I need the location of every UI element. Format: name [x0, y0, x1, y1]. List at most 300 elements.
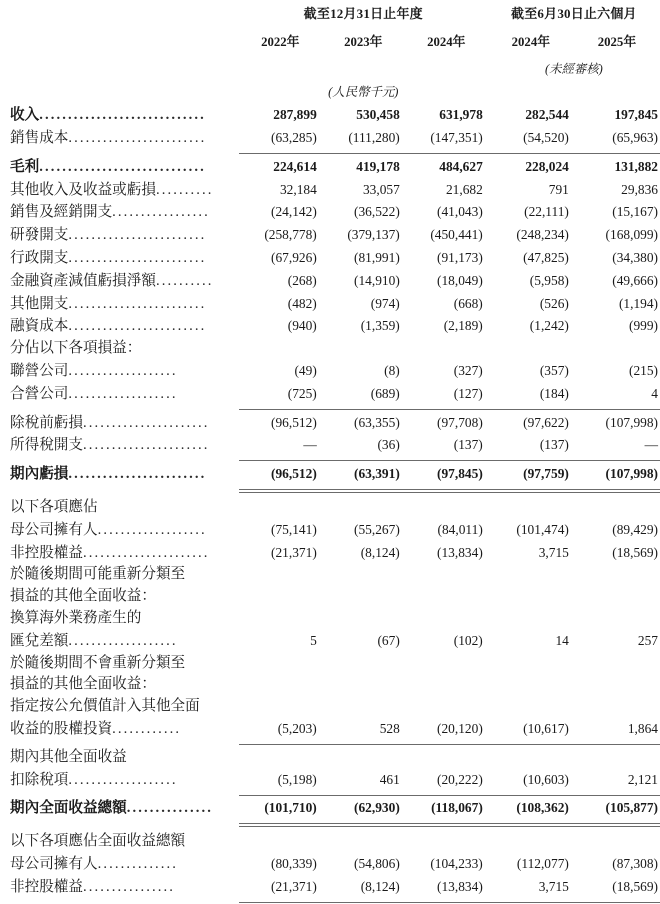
cell-value: (21,371) — [271, 878, 317, 894]
table-row — [0, 696, 660, 718]
cell-value: (97,708) — [437, 414, 483, 430]
cell-value — [239, 338, 322, 360]
rule-label-pad — [0, 898, 239, 904]
header-year-2023: 2023年 — [344, 35, 383, 49]
row-label — [0, 178, 239, 201]
cell-value — [574, 338, 660, 360]
cell-value — [322, 586, 405, 608]
cell-value — [488, 674, 574, 696]
cell-value — [488, 747, 574, 769]
cell-value: (15,167) — [612, 204, 658, 220]
cell-value: 484,627 — [439, 158, 483, 174]
cell-value: (81,991) — [354, 250, 400, 266]
cell-value: 3,715 — [538, 544, 569, 560]
currency-unit-note: (人民幣千元) — [328, 85, 399, 99]
table-row — [0, 674, 660, 696]
cell-value: 5 — [310, 632, 317, 648]
cell-value — [574, 564, 660, 586]
row-label-text: 其他收入及收益或虧損 — [10, 181, 156, 198]
column-rule — [322, 486, 405, 494]
cell-value — [239, 674, 322, 696]
cell-value: (137) — [539, 437, 569, 453]
rule-label-pad — [0, 820, 239, 828]
unaudited-row — [0, 55, 660, 77]
row-label-text: 以下各項應佔 — [10, 499, 98, 516]
cell-value — [405, 497, 488, 519]
row-label-text: 金融資產減值虧損淨額 — [10, 272, 156, 289]
cell-value: (20,222) — [437, 771, 483, 787]
column-rule — [239, 898, 322, 904]
leader-dots: ...................... — [82, 414, 210, 431]
row-label — [0, 674, 239, 696]
row-label-text: 期內虧損 — [10, 466, 69, 483]
cell-value: 33,057 — [362, 181, 400, 197]
cell-value — [239, 586, 322, 608]
row-label — [0, 747, 239, 769]
cell-value — [488, 608, 574, 630]
cell-value: (1,194) — [618, 295, 658, 311]
cell-value: (147,351) — [430, 130, 483, 146]
cell-value: (107,998) — [605, 414, 658, 430]
leader-dots: ........................ — [68, 227, 207, 244]
table-row — [0, 178, 660, 201]
cell-value: (112,077) — [516, 856, 569, 871]
cell-value: (10,603) — [523, 771, 569, 787]
column-rule — [574, 820, 660, 828]
cell-value: (2,189) — [443, 318, 483, 334]
unit-spacer — [0, 77, 239, 104]
unaudited-note: (未經審核) — [544, 62, 603, 76]
table-row — [0, 876, 660, 899]
leader-dots: ...................... — [82, 437, 210, 454]
cell-value: (101,474) — [516, 521, 569, 537]
cell-value: (105,877) — [605, 800, 658, 816]
cell-value — [239, 564, 322, 586]
column-rule — [405, 486, 488, 494]
header-year-2024-interim: 2024年 — [511, 35, 551, 49]
cell-value: (36) — [377, 437, 400, 453]
leader-dots: ................ — [82, 878, 175, 895]
row-label — [0, 831, 239, 853]
cell-value: (49,666) — [612, 272, 658, 288]
cell-value — [574, 674, 660, 696]
header-group-annual: 截至12月31日止年度 — [303, 6, 423, 21]
row-label-text: 分佔以下各項損益： — [10, 340, 142, 357]
cell-value — [322, 497, 405, 519]
cell-value — [322, 696, 405, 718]
cell-value — [488, 652, 574, 674]
leader-dots: ................... — [68, 771, 178, 788]
row-label-text: 研發開支 — [10, 227, 69, 244]
cell-value: (67,926) — [271, 250, 317, 266]
cell-value: (168,099) — [605, 227, 658, 243]
cell-value: (21,371) — [271, 544, 317, 560]
row-label — [0, 270, 239, 293]
cell-value: (526) — [539, 295, 569, 311]
cell-value — [574, 497, 660, 519]
table-row — [0, 434, 660, 457]
cell-value: (5,198) — [277, 771, 317, 787]
cell-value — [574, 696, 660, 718]
cell-value — [488, 696, 574, 718]
cell-value: (87,308) — [612, 856, 658, 871]
cell-value: 530,458 — [356, 107, 400, 123]
cell-value: (268) — [287, 272, 317, 288]
cell-value: (54,806) — [354, 856, 400, 871]
row-label-text: 除稅前虧損 — [10, 414, 83, 431]
leader-dots: ................... — [68, 363, 178, 380]
column-rule — [322, 898, 405, 904]
cell-value: (974) — [370, 295, 400, 311]
cell-value: (8) — [384, 363, 400, 379]
cell-value: (13,834) — [437, 544, 483, 560]
table-row — [0, 360, 660, 383]
table-row — [0, 463, 660, 486]
cell-value: 131,882 — [614, 158, 658, 174]
row-label — [0, 360, 239, 383]
cell-value: (725) — [287, 385, 317, 401]
cell-value: (1,359) — [360, 318, 400, 334]
table-row — [0, 247, 660, 270]
row-label — [0, 718, 239, 741]
cell-value — [322, 652, 405, 674]
row-label — [0, 853, 239, 876]
cell-value — [574, 652, 660, 674]
cell-value — [405, 831, 488, 853]
cell-value: 224,614 — [273, 158, 317, 174]
row-label-text: 母公司擁有人 — [10, 856, 98, 872]
row-label — [0, 247, 239, 270]
cell-value: (1,242) — [529, 318, 569, 334]
cell-value: (258,778) — [264, 227, 317, 243]
cell-value: (127) — [453, 385, 483, 401]
cell-value: (668) — [453, 295, 483, 311]
cell-value — [488, 564, 574, 586]
cell-value: (357) — [539, 363, 569, 379]
cell-value: (63,391) — [354, 466, 400, 482]
cell-value: (482) — [287, 295, 317, 311]
cell-value: 791 — [548, 181, 569, 197]
cell-value: (63,355) — [354, 414, 400, 430]
cell-value — [488, 586, 574, 608]
table-row — [0, 718, 660, 741]
cell-value: 257 — [637, 632, 658, 648]
cell-value — [239, 652, 322, 674]
cell-value — [322, 831, 405, 853]
cell-value: (62,930) — [354, 800, 400, 816]
cell-value: (97,759) — [523, 466, 569, 482]
cell-value: 461 — [379, 771, 400, 787]
cell-value: (49) — [294, 363, 317, 379]
table-row — [0, 270, 660, 293]
cell-value — [405, 652, 488, 674]
cell-value: 1,864 — [627, 721, 658, 737]
row-label — [0, 127, 239, 150]
header-year-2022: 2022年 — [261, 35, 300, 49]
row-label-text: 扣除稅項 — [10, 771, 69, 788]
column-rule — [322, 820, 405, 828]
table-row — [0, 853, 660, 876]
header-group-interim: 截至6月30日止六個月 — [511, 6, 637, 21]
cell-value: 29,836 — [621, 181, 658, 197]
leader-dots: ................... — [68, 385, 178, 402]
cell-value — [405, 747, 488, 769]
leader-dots: ........................ — [68, 250, 207, 267]
cell-value: 631,978 — [439, 107, 483, 123]
cell-value: (89,429) — [612, 521, 658, 537]
leader-dots: .............. — [97, 856, 179, 872]
cell-value — [322, 747, 405, 769]
column-rule — [405, 898, 488, 904]
cell-value: (248,234) — [516, 227, 569, 243]
row-label — [0, 652, 239, 674]
header-year-row — [0, 27, 660, 53]
cell-value: 282,544 — [525, 107, 569, 123]
row-label-text: 母公司擁有人 — [10, 521, 98, 538]
table-row — [0, 104, 660, 127]
cell-value: (10,617) — [523, 721, 569, 737]
row-label — [0, 104, 239, 127]
cell-value: (65,963) — [612, 130, 658, 146]
leader-dots: ............... — [126, 800, 213, 817]
header-year-2024: 2024年 — [427, 35, 466, 49]
cell-value: (96,512) — [271, 414, 317, 430]
row-label — [0, 768, 239, 791]
row-label — [0, 156, 239, 179]
table-row — [0, 541, 660, 564]
cell-value — [239, 831, 322, 853]
row-label-text: 於隨後期間不會重新分類至 — [10, 654, 186, 671]
cell-value: (8,124) — [360, 878, 400, 894]
row-label — [0, 434, 239, 457]
leader-dots: ............................. — [39, 107, 206, 124]
cell-value: (41,043) — [437, 204, 483, 220]
cell-value: (5,958) — [529, 272, 569, 288]
table-row — [0, 747, 660, 769]
cell-value: (689) — [370, 385, 400, 401]
row-rule-single — [0, 898, 660, 904]
cell-value — [405, 608, 488, 630]
row-label — [0, 586, 239, 608]
unit-spacer-2 — [488, 77, 660, 104]
row-label — [0, 519, 239, 542]
leader-dots: ................. — [112, 204, 210, 221]
row-label-text: 毛利 — [10, 158, 40, 175]
row-label-text: 期內其他全面收益 — [10, 748, 127, 765]
cell-value — [574, 747, 660, 769]
cell-value — [322, 564, 405, 586]
cell-value: (55,267) — [354, 521, 400, 537]
row-label-text: 收益的股權投資 — [10, 721, 113, 738]
row-label — [0, 630, 239, 653]
cell-value — [322, 674, 405, 696]
column-rule — [488, 898, 574, 904]
row-rule-double — [0, 486, 660, 494]
cell-value: (84,011) — [437, 521, 483, 537]
cell-value: (54,520) — [523, 130, 569, 146]
row-label — [0, 201, 239, 224]
table-row — [0, 156, 660, 179]
cell-value — [488, 831, 574, 853]
row-label — [0, 224, 239, 247]
row-label-text: 銷售及經銷開支 — [10, 204, 113, 221]
cell-value: (137) — [453, 437, 483, 453]
table-row — [0, 292, 660, 315]
cell-value: (91,173) — [437, 250, 483, 266]
cell-value: (102) — [453, 632, 483, 648]
row-label-text: 期內全面收益總額 — [10, 800, 127, 817]
cell-value: 197,845 — [614, 107, 658, 123]
leader-dots: .......... — [155, 181, 214, 198]
leader-dots: .......... — [155, 272, 214, 289]
table-row — [0, 411, 660, 434]
row-label-text: 損益的其他全面收益： — [10, 676, 156, 693]
cell-value: (14,910) — [354, 272, 400, 288]
row-label-text: 匯兌差額 — [10, 632, 69, 649]
table-row — [0, 608, 660, 630]
column-rule — [574, 486, 660, 494]
cell-value: (940) — [287, 318, 317, 334]
row-label — [0, 876, 239, 899]
row-label — [0, 411, 239, 434]
row-label-text: 換算海外業務產生的 — [10, 610, 142, 627]
row-label — [0, 696, 239, 718]
row-label — [0, 292, 239, 315]
cell-value — [405, 674, 488, 696]
cell-value: (96,512) — [271, 466, 317, 482]
cell-value: 2,121 — [627, 771, 658, 787]
table-row — [0, 224, 660, 247]
table-row — [0, 831, 660, 853]
cell-value — [405, 696, 488, 718]
cell-value: (215) — [628, 363, 658, 379]
cell-value: (20,120) — [437, 721, 483, 737]
table-row — [0, 797, 660, 820]
column-rule — [405, 820, 488, 828]
cell-value: 228,024 — [525, 158, 569, 174]
cell-value: (379,137) — [347, 227, 400, 243]
row-label — [0, 338, 239, 360]
cell-value — [574, 608, 660, 630]
cell-value: (18,049) — [437, 272, 483, 288]
cell-value: (97,845) — [437, 466, 483, 482]
table-row — [0, 338, 660, 360]
cell-value: (450,441) — [430, 227, 483, 243]
row-label-text: 以下各項應佔全面收益總額 — [10, 833, 186, 850]
cell-value — [405, 338, 488, 360]
cell-value: 21,682 — [445, 181, 483, 197]
cell-value: (80,339) — [271, 856, 317, 871]
column-rule — [574, 898, 660, 904]
cell-value: (8,124) — [360, 544, 400, 560]
row-label — [0, 497, 239, 519]
row-label — [0, 608, 239, 630]
unit-note-row — [0, 77, 660, 104]
column-rule — [239, 820, 322, 828]
table-row — [0, 519, 660, 542]
row-label-text: 指定按公允價值計入其他全面 — [10, 698, 200, 715]
table-row — [0, 652, 660, 674]
table-row — [0, 630, 660, 653]
row-label — [0, 383, 239, 406]
table-row — [0, 315, 660, 338]
cell-value: 528 — [379, 721, 400, 737]
cell-value: (34,380) — [612, 250, 658, 266]
table-row — [0, 564, 660, 586]
table-header — [0, 0, 660, 104]
row-label-text: 於隨後期間可能重新分類至 — [10, 566, 186, 583]
cell-value: 32,184 — [279, 181, 317, 197]
cell-value — [488, 497, 574, 519]
table-row — [0, 201, 660, 224]
cell-value: 14 — [555, 632, 569, 648]
cell-value — [322, 608, 405, 630]
cell-value — [239, 747, 322, 769]
table-row — [0, 586, 660, 608]
cell-value: (327) — [453, 363, 483, 379]
cell-value: (107,998) — [605, 466, 658, 482]
row-label-text: 非控股權益 — [10, 544, 83, 561]
column-rule — [488, 486, 574, 494]
table-body — [0, 104, 660, 904]
row-label — [0, 797, 239, 820]
row-label — [0, 463, 239, 486]
row-label — [0, 564, 239, 586]
cell-value — [574, 586, 660, 608]
row-label-text: 非控股權益 — [10, 878, 83, 895]
cell-value: (75,141) — [271, 521, 317, 537]
cell-value: (18,569) — [612, 544, 658, 560]
table-row — [0, 127, 660, 150]
cell-value — [405, 586, 488, 608]
cell-value: (97,622) — [523, 414, 569, 430]
cell-value: (22,111) — [524, 204, 569, 220]
cell-value: (101,710) — [264, 800, 317, 816]
cell-value: (13,834) — [437, 878, 483, 894]
row-label — [0, 541, 239, 564]
table-row — [0, 383, 660, 406]
cell-value: 287,899 — [273, 107, 317, 123]
cell-value: (47,825) — [523, 250, 569, 266]
cell-value: (104,233) — [430, 856, 483, 871]
row-label-text: 行政開支 — [10, 250, 69, 267]
leader-dots: ............................. — [39, 158, 206, 175]
unaudited-spacer — [0, 55, 488, 77]
header-group-row — [0, 0, 660, 25]
column-rule — [488, 820, 574, 828]
leader-dots: ...................... — [82, 544, 210, 561]
cell-value: (18,569) — [612, 878, 658, 894]
cell-value — [574, 831, 660, 853]
cell-value — [322, 338, 405, 360]
cell-value: (111,280) — [348, 130, 400, 146]
header-year-2025-interim: 2025年 — [597, 35, 637, 49]
cell-value: (63,285) — [271, 130, 317, 146]
cell-value — [239, 696, 322, 718]
leader-dots: ................... — [68, 632, 178, 649]
cell-value: (108,362) — [516, 800, 569, 816]
cell-value: 419,178 — [356, 158, 400, 174]
cell-value: — — [644, 437, 658, 453]
row-label-text: 損益的其他全面收益： — [10, 588, 156, 605]
cell-value: (5,203) — [277, 721, 317, 737]
header-corner-2 — [0, 27, 239, 53]
row-label-text: 融資成本 — [10, 318, 69, 335]
rule-label-pad — [0, 486, 239, 494]
cell-value: (36,522) — [354, 204, 400, 220]
leader-dots: ................... — [97, 521, 207, 538]
leader-dots: ........................ — [68, 130, 207, 147]
